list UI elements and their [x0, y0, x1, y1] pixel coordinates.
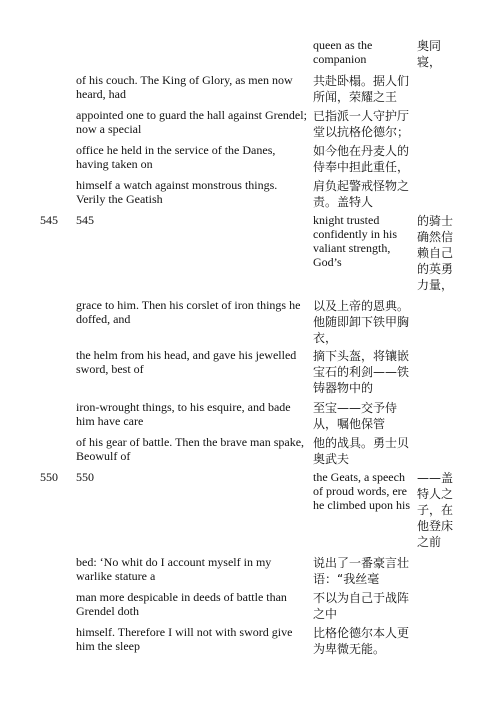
english-text: appointed one to guard the hall against Grendel; now a special	[76, 108, 307, 136]
chinese-text: 说出了一番豪言壮语：“我丝毫	[313, 556, 410, 586]
chinese-text: 以及上帝的恩典。他随即卸下铁甲胸衣，	[313, 299, 410, 345]
english-text: himself. Therefore I will not with sword give him the sleep	[76, 625, 293, 653]
chinese-text: ——盖特人之子，在他登床之前	[417, 471, 454, 549]
line-number: 545	[40, 213, 58, 227]
english-text: bed: ‘No whit do I account myself in my warlike stature a	[76, 555, 272, 583]
english-text: iron-wrought things, to his esquire, and bade him have care	[76, 400, 291, 428]
chinese-text: 共赴卧榻。据人们所闻，荣耀之王	[313, 74, 410, 104]
line-number: 545	[76, 213, 94, 227]
english-text: of his gear of battle. Then the brave man spake, Beowulf of	[76, 435, 305, 463]
english-text: the Geats, a speech of proud words, ere he climbed upon his	[313, 470, 410, 512]
english-text: queen as the companion	[313, 38, 373, 66]
english-text: knight trusted confidently in his valiant strength, God’s	[313, 213, 397, 269]
line-number: 550	[76, 470, 94, 484]
english-text: the helm from his head, and gave his jewelled sword, best of	[76, 348, 297, 376]
chinese-text: 不以为自己于战阵之中	[313, 591, 410, 621]
chinese-text: 至宝——交予侍从，嘱他保管	[313, 401, 398, 431]
english-text: grace to him. Then his corslet of iron things he doffed, and	[76, 298, 301, 326]
chinese-text: 的骑士确然信赖自己的英勇力量，	[417, 214, 454, 292]
chinese-text: 他的战具。勇士贝奥武夫	[313, 436, 410, 466]
chinese-text: 如今他在丹麦人的侍奉中担此重任，	[313, 144, 410, 174]
chinese-text: 比格伦德尔本人更为卑微无能。	[313, 626, 410, 656]
chinese-text: 已指派一人守护厅堂以抗格伦德尔；	[313, 109, 410, 139]
chinese-text: 肩负起警戒怪物之责。盖特人	[313, 179, 410, 209]
english-text: man more despicable in deeds of battle than Grendel doth	[76, 590, 287, 618]
english-text: himself a watch against monstrous things. Verily the Geatish	[76, 178, 278, 206]
chinese-text: 摘下头盔，将镶嵌宝石的利剑——铁铸器物中的	[313, 349, 410, 395]
line-number: 550	[40, 470, 58, 484]
english-text: of his couch. The King of Glory, as men now heard, had	[76, 73, 293, 101]
chinese-text: 奥同寝，	[417, 39, 442, 69]
english-text: office he held in the service of the Danes, having taken on	[76, 143, 276, 171]
